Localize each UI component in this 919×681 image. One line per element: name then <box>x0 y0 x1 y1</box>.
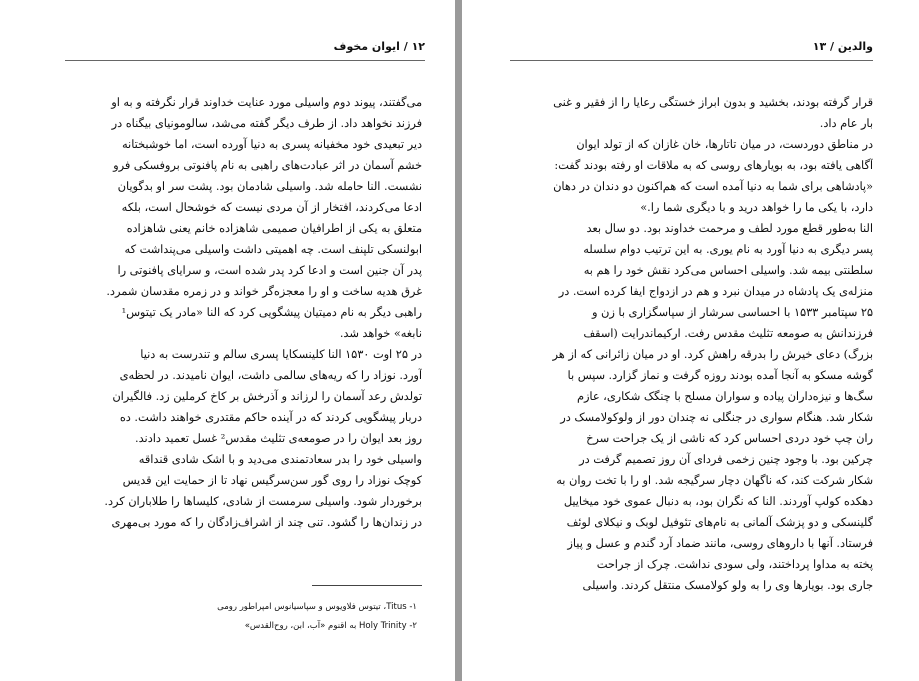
left-body-text <box>66 92 422 533</box>
text-line: در ۲۵ اوت ۱۵۳۰ النا کلینسکایا پسری سالم و تندرست به دنیا <box>140 348 422 361</box>
footnote-2: ۲- Holy Trinity به اقنوم «آب، ابن، روح‌القدس» <box>244 621 417 631</box>
text-line: فرزند نخواهد داد. از طرف دیگر گفته می‌شد، سالومونیای بیگناه در <box>111 117 422 130</box>
text-line: ران چپ خود دردی احساس کرد که ناشی از یک جراحت سرخ <box>586 432 873 445</box>
text-line: تولدش رعد آسمان را لرزاند و آذرخش بر کاخ کرملین زد. فالگیران <box>112 390 422 403</box>
text-line: خشم آسمان در اثر عبادت‌های راهبی به نام پافنوتی بروفسکی فرو <box>113 159 422 172</box>
text-line: گلینسکی و دو پزشک آلمانی به نام‌های تئوفیل لوبک و نیکلای لوئف <box>566 516 873 529</box>
text-line: قرار گرفته بودند، بخشید و بدون ابراز خستگی رعایا را از فقیر و غنی <box>553 96 873 109</box>
text-line: راهبی دیگر به نام دمیتیان پیشگویی کرد که النا «مادر یک تیتوس¹ <box>121 306 422 319</box>
text-line: دربار پیشگویی کردند که در آینده حاکم مقتدری خواهند داشت. ده <box>119 411 422 424</box>
text-line: می‌گفتند، پیوند دوم واسیلی مورد عنایت خداوند قرار نگرفته و به او <box>111 96 422 109</box>
text-line: پسر دیگری به دنیا آورد به نام یوری. به این ترتیب دوام سلسله <box>583 243 873 256</box>
text-line: واسیلی خود را بدر سعادتمندی می‌دید و با اشک شادی قنداقه <box>138 453 422 466</box>
text-line: فرزندانش به صومعه تثلیث مقدس رفت. ارکیماندرایت (اسقف <box>583 327 873 340</box>
right-page <box>462 0 919 681</box>
footnotes <box>57 598 417 636</box>
text-line: چرکین بود. با وجود چنین زخمی فردای آن روز تصمیم گرفت در <box>579 453 873 466</box>
text-line: کوچک نوزاد را روی گور سن‌سرگیس نهاد تا از حمایت این قدیس <box>122 474 422 487</box>
text-line: نابغه» خواهد شد. <box>339 327 422 340</box>
text-line: گوشه مسکو به آنجا آمده بودند روزه گرفت و نماز گزارد. سپس با <box>567 369 873 382</box>
text-line: پدر آن جنین است و ادعا کرد پدر شده است، و سرایای پافنوتی را <box>117 264 422 277</box>
left-header-rule <box>65 60 425 61</box>
left-page-header: ۱۲ / ایوان مخوف <box>333 40 425 53</box>
text-line: جاری بود. بویارها وی را به ولو کولامسک منتقل کردند. واسیلی <box>582 579 873 592</box>
text-line: منزله‌ی یک پادشاه در میدان نبرد و هم در ازدواج ایفا کرده است. در <box>558 285 873 298</box>
text-line: ۲۵ سپتامبر ۱۵۳۳ با احساسی سرشار از سپاسگزاری با زن و <box>591 306 873 319</box>
text-line: دیر تبعیدی خود مخفیانه پسری به دنیا آورده است، اما خوشبختانه <box>122 138 422 151</box>
text-line: سگ‌ها و نیزه‌داران پیاده و سواران مسلح با چنگک شکاری، عازم <box>576 390 873 403</box>
right-body-text <box>510 92 873 596</box>
left-page <box>0 0 455 681</box>
footnote-rule <box>312 585 422 586</box>
text-line: دهکده کولپ آوردند. النا که نگران بود، به دنبال عموی خود میخاییل <box>563 495 873 508</box>
text-line: «پادشاهی برای شما به دنیا آمده است که هم‌اکنون دو دندان در دهان <box>553 180 873 193</box>
text-line: پخته به مداوا پرداختند، ولی سودی نداشت. چرک از جراحت <box>596 558 873 571</box>
text-line: دارد، با یکی ما را خواهد درید و با دیگری شما را.» <box>640 201 873 214</box>
text-line: نشست. النا حامله شد. واسیلی شادمان بود. پشت سر او بدگویان <box>117 180 422 193</box>
right-page-header: والدین / ۱۳ <box>812 40 873 53</box>
text-line: بزرگ) دعای خیرش را بدرقه راهش کرد. او در میان زائرانی که از هر <box>552 348 873 361</box>
text-line: در زندان‌ها را گشود. تنی چند از اشراف‌زادگان را که مورد بی‌مهری <box>111 516 422 529</box>
text-line: ابولنسکی تلپنف است. چه اهمیتی داشت واسیلی می‌پنداشت که <box>124 243 422 256</box>
text-line: سلطنتی بیمه شد. واسیلی احساس می‌کرد نقش خود را هم به <box>583 264 873 277</box>
text-line: در مناطق دوردست، در میان تاتارها، خان غازان که از تولد ایوان <box>576 138 873 151</box>
text-line: غرق هدیه ساخت و او را معجزه‌گر خواند و در زمره مقدسان شمرد. <box>106 285 422 298</box>
text-line: شکار شرکت کند، که ناگهان دچار سرگیجه شد. او را با تخت روان به <box>556 474 873 487</box>
text-line: روز بعد ایوان را در صومعه‌ی تثلیث مقدس² غسل تعمید دادند. <box>135 432 422 445</box>
footnote-1: ۱- Titus، تیتوس فلاویوس و سپاسیانوس امپراطور رومی <box>217 602 417 612</box>
text-line: شکار شد. هنگام سواری در جنگلی نه چندان دور از ولوکولامسک در <box>560 411 873 424</box>
text-line: برخوردار شود. واسیلی سرمست از شادی، کلیساها را طلاباران کرد. <box>104 495 422 508</box>
text-line: بار عام داد. <box>819 117 873 130</box>
text-line: فرستاد. آنها با داروهای روسی، مانند ضماد آرد گندم و عسل و پیاز <box>567 537 873 550</box>
text-line: آگاهی یافته بود، به بویارهای روسی که به ملاقات او رفته بودند گفت: <box>554 159 873 172</box>
text-line: النا به‌طور قطع مورد لطف و مرحمت خداوند بود. دو سال بعد <box>586 222 873 235</box>
text-line: متعلق به یکی از اطرافیان صمیمی شاهزاده خانم یعنی شاهزاده <box>126 222 422 235</box>
text-line: آورد. نوزاد را که ریه‌های سالمی داشت، ایوان نامیدند. در لحظه‌ی <box>119 369 422 382</box>
text-line: ادعا می‌کردند، افتخار از آن مردی نیست که خوشحال است، بلکه <box>121 201 422 214</box>
right-header-rule <box>510 60 873 61</box>
